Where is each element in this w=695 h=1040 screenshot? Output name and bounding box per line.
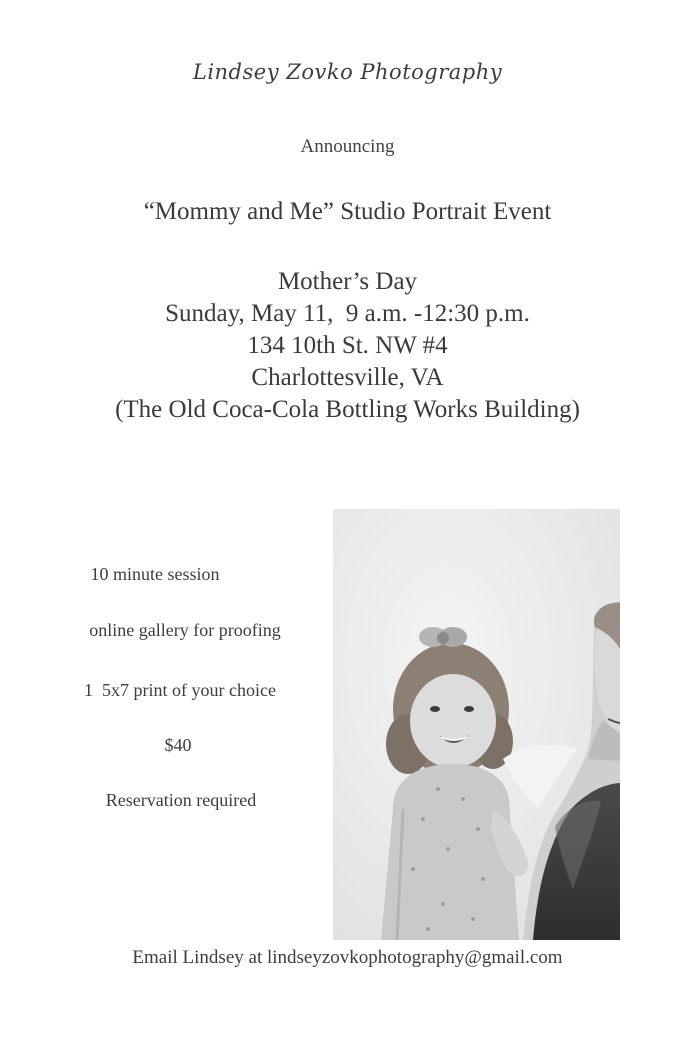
email-line: Email Lindsey at lindseyzovkophotography@gmail.com: [132, 947, 563, 968]
feature-item: 10 minute session: [90, 564, 220, 584]
feature-item: 1 5x7 print of your choice: [84, 680, 276, 700]
city-line: Charlottesville, VA: [251, 364, 444, 391]
address-line: 134 10th St. NW #4: [247, 332, 448, 359]
portrait-photo: [333, 509, 620, 940]
event-title: “Mommy and Me” Studio Portrait Event: [143, 198, 552, 225]
date-time-line: Sunday, May 11, 9 a.m. -12:30 p.m.: [165, 300, 530, 327]
brand-title: Lindsey Zovko Photography: [192, 60, 503, 84]
event-details: [0, 266, 695, 426]
portrait-illustration: [333, 509, 620, 940]
feature-item: online gallery for proofing: [89, 620, 281, 640]
announcing-label: Announcing: [300, 136, 395, 157]
occasion-line: Mother’s Day: [277, 268, 418, 295]
feature-item: Reservation required: [105, 790, 257, 810]
feature-item: $40: [164, 735, 192, 755]
building-line: (The Old Coca-Cola Bottling Works Building): [115, 396, 580, 423]
